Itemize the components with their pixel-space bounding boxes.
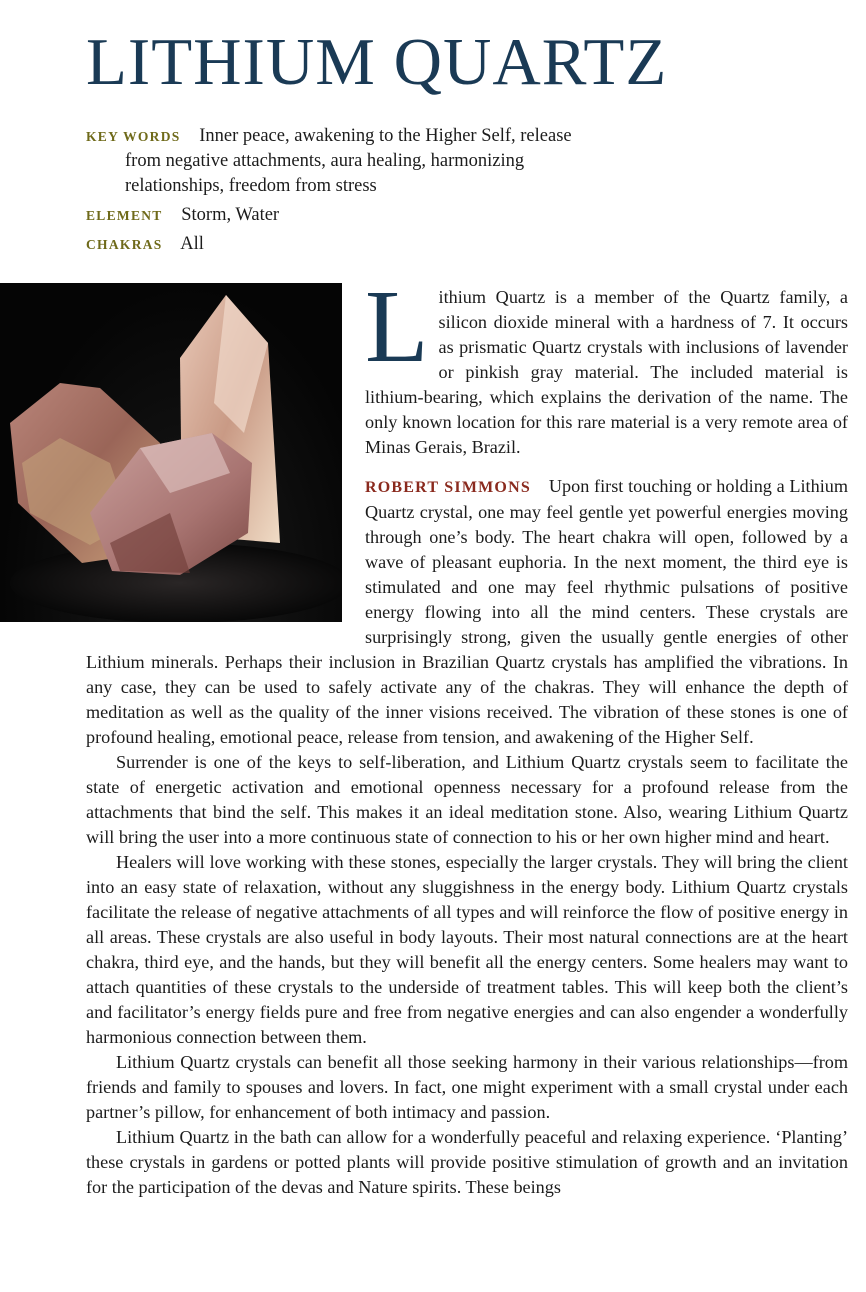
body-text	[86, 269, 848, 1200]
element-value: Storm, Water	[181, 205, 280, 225]
chakras-row	[86, 232, 646, 257]
keywords-line-3: relationships, freedom from stress	[125, 176, 377, 196]
section-paragraph-2: Surrender is one of the keys to self-liberation, and Lithium Quartz crystals seem to facilitate the state of energetic activation and emotional openness necessary for a profound release from the attachments that bind the self. This makes it an ideal meditation stone. Also, wearing Lithium Quartz will bring the user into a more continuous state of connection to his or her own higher mind and heart.	[86, 752, 848, 847]
photo-wrap-spacer	[86, 285, 365, 631]
element-row	[86, 203, 646, 228]
keywords-line-1: Inner peace, awakening to the Higher Self, release	[199, 126, 572, 146]
keywords-line-2: from negative attachments, aura healing, harmonizing	[125, 151, 525, 171]
crystal-attributes	[86, 124, 646, 261]
intro-text: ithium Quartz is a member of the Quartz family, a silicon dioxide mineral with a hardness of 7. It occurs as prismatic Quartz crystals with inclusions of lavender or pinkish gray material. The included material is lithium-bearing, which explains the derivation of the name. The only known location for this rare material is a very remote area of Minas Gerais, Brazil.	[365, 287, 848, 457]
section-paragraph-4: Lithium Quartz crystals can benefit all those seeking harmony in their various relationships—from friends and family to spouses and lovers. In fact, one might experiment with a small crystal under each partner’s pillow, for enhancement of both intimacy and passion.	[86, 1052, 848, 1122]
chakras-value: All	[180, 234, 204, 254]
author-label: ROBERT SIMMONS	[365, 479, 531, 496]
section-paragraph-3: Healers will love working with these stones, especially the larger crystals. They will bring the client into an easy state of relaxation, without any sluggishness in the energy body. Lithium Quartz crystals facilitate the release of negative attachments of all types and will reinforce the flow of positive energy in all areas. These crystals are also useful in body layouts. Their most natural connections are at the heart chakra, third eye, and the hands, but they will benefit all the energy centers. Some healers may want to attach quantities of these crystals to the underside of treatment tables. This will keep both the client’s and facilitator’s energy fields pure and free from negative energies and can also engender a wonderfully harmonious connection between them.	[86, 852, 848, 1047]
keywords-label: KEY WORDS	[86, 129, 181, 144]
element-label: ELEMENT	[86, 208, 163, 223]
section-paragraph-1-text: Upon first touching or holding a Lithium Quartz crystal, one may feel gentle yet powerful energies moving through one’s body. The heart chakra will open, followed by a wave of pleasant euphoria. In the next moment, the third eye is stimulated and one may feel rhythmic pulsations of positive energy flowing into all the mind centers. These crystals are surprisingly strong, given the usually gentle energies of other Lithium minerals. Perhaps their inclusion in Brazilian Quartz crystals has amplified the vibrations. In any case, they can be used to safely activate any of the chakras. They will enhance the depth of meditation as well as the quality of the inner visions received. The vibration of these stones is one of profound healing, emotional peace, release from tension, and awakening of the Higher Self.	[86, 476, 848, 747]
page-title: LITHIUM QUARTZ	[86, 25, 668, 99]
keywords-row	[86, 124, 646, 199]
drop-cap: L	[365, 269, 429, 384]
chakras-label: CHAKRAS	[86, 237, 163, 252]
section-paragraph-5: Lithium Quartz in the bath can allow for a wonderfully peaceful and relaxing experience. ‘Planting’ these crystals in gardens or potted plants will provide positive stimulation of growth and an invitation for the participation of the devas and Nature spirits. These beings	[86, 1127, 848, 1197]
